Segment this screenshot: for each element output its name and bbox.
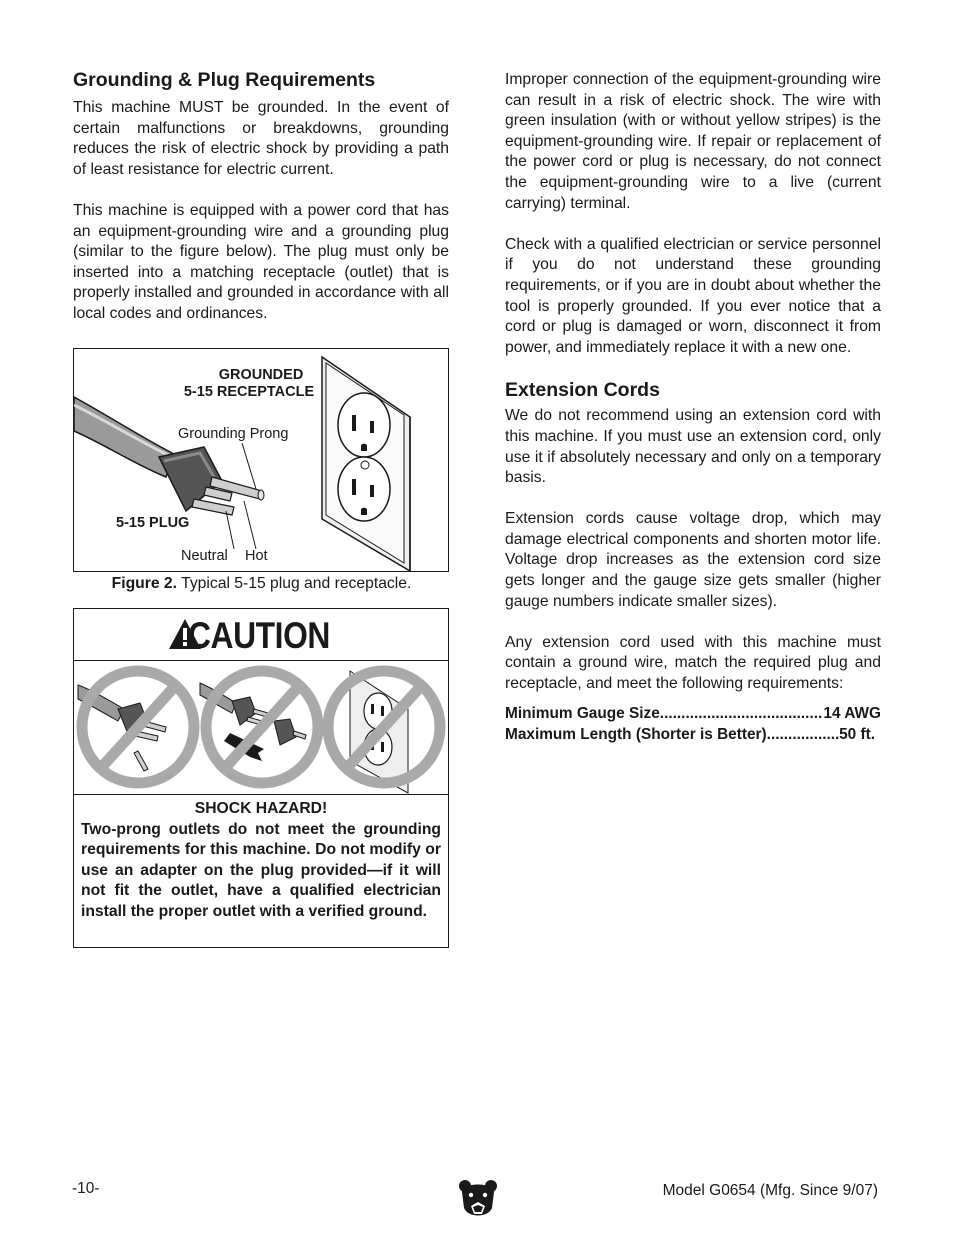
extension-paragraph-2: Extension cords cause voltage drop, which may damage electrical components and shorten motor life. Voltage drop increases as the extension cord size gets longer and the gauge size gets smaller (higher gauge numbers indicate smaller sizes). [505,510,881,610]
spec-leader-dots [660,703,824,724]
cut-prong-panel [78,671,194,783]
right-column [505,70,881,745]
extension-cords-heading: Extension Cords [505,379,660,402]
electrician-paragraph: Check with a qualified electrician or service personnel if you do not understand these grounding requirements, or if you are in doubt about whether the tool is properly grounded. If you ever notice that a cord or plug is damaged or worn, disconnect it from power, and immediately replace it with a new one. [505,235,881,356]
extension-paragraph-3: Any extension cord used with this machine must contain a ground wire, match the required plug and receptacle, and meet the following requirements: [505,633,881,693]
extension-paragraph-1: We do not recommend using an extension cord with this machine. If you must use an extension cord, only use it if absolutely necessary and only on a temporary basis. [505,407,881,487]
grounding-paragraph-2: This machine is equipped with a power cord that has an equipment-grounding wire and a grounding plug (similar to the figure below). The plug must only be inserted into a matching receptacle (outlet) that is properly installed and grounded in accordance with all local codes and ordinances. [73,201,449,322]
page-number: -10- [72,1180,100,1197]
grounding-paragraph-1: This machine MUST be grounded. In the event of certain malfunctions or breakdowns, grounding reduces the risk of electric shock by providing a path of least resistance for electric current. [73,99,449,178]
adapter-panel [200,671,318,783]
figure-caption-number: Figure 2. [111,575,178,592]
caution-illustration [74,661,448,795]
spec-min-gauge [505,703,881,724]
neutral-label: Neutral [181,548,228,564]
caution-body: Two-prong outlets do not meet the grounding requirements for this machine. Do not modify or use an adapter on the plug provided—if it will not fit the outlet, have a qualified electrician install the proper outlet with a verified ground. [81,820,441,920]
caution-header [74,609,448,661]
plug-label: 5-15 PLUG [116,515,190,531]
caution-title: SHOCK HAZARD! [194,800,328,817]
spec-leader-dots [767,724,839,745]
connection-paragraph: Improper connection of the equipment-grounding wire can result in a risk of electric shock. The wire with green insulation (with or without yellow stripes) is the equipment-grounding wire. If repair or replacement of the power cord or plug is necessary, do not connect the equipment-grounding wire to a live (current carrying) terminal. [505,71,881,212]
grounding-prong-label: Grounding Prong [178,426,289,442]
prohibited-actions-illustration [74,661,448,794]
hot-label: Hot [245,548,268,564]
plug-receptacle-figure [73,348,449,572]
caution-word: CAUTION [188,615,330,656]
model-info: Model G0654 (Mfg. Since 9/07) [662,1182,878,1199]
caution-box [73,608,449,948]
spec-max-length-value: 50 ft. [839,725,875,743]
receptacle-label-1: GROUNDED [218,367,304,383]
spec-min-gauge-value: 14 AWG [823,704,881,722]
caution-text [74,795,448,922]
figure-caption [73,575,450,593]
bear-logo-icon [458,1178,498,1222]
spec-max-length [505,724,875,745]
two-prong-outlet-panel [328,671,440,793]
grounding-heading: Grounding & Plug Requirements [73,69,376,91]
receptacle-label-2: 5-15 RECEPTACLE [183,384,315,400]
figure-caption-text: Typical 5-15 plug and receptacle. [177,575,412,592]
spec-min-gauge-label: Minimum Gauge Size [505,704,660,722]
spec-max-length-label: Maximum Length (Shorter is Better) [505,725,767,743]
left-column [73,66,449,345]
